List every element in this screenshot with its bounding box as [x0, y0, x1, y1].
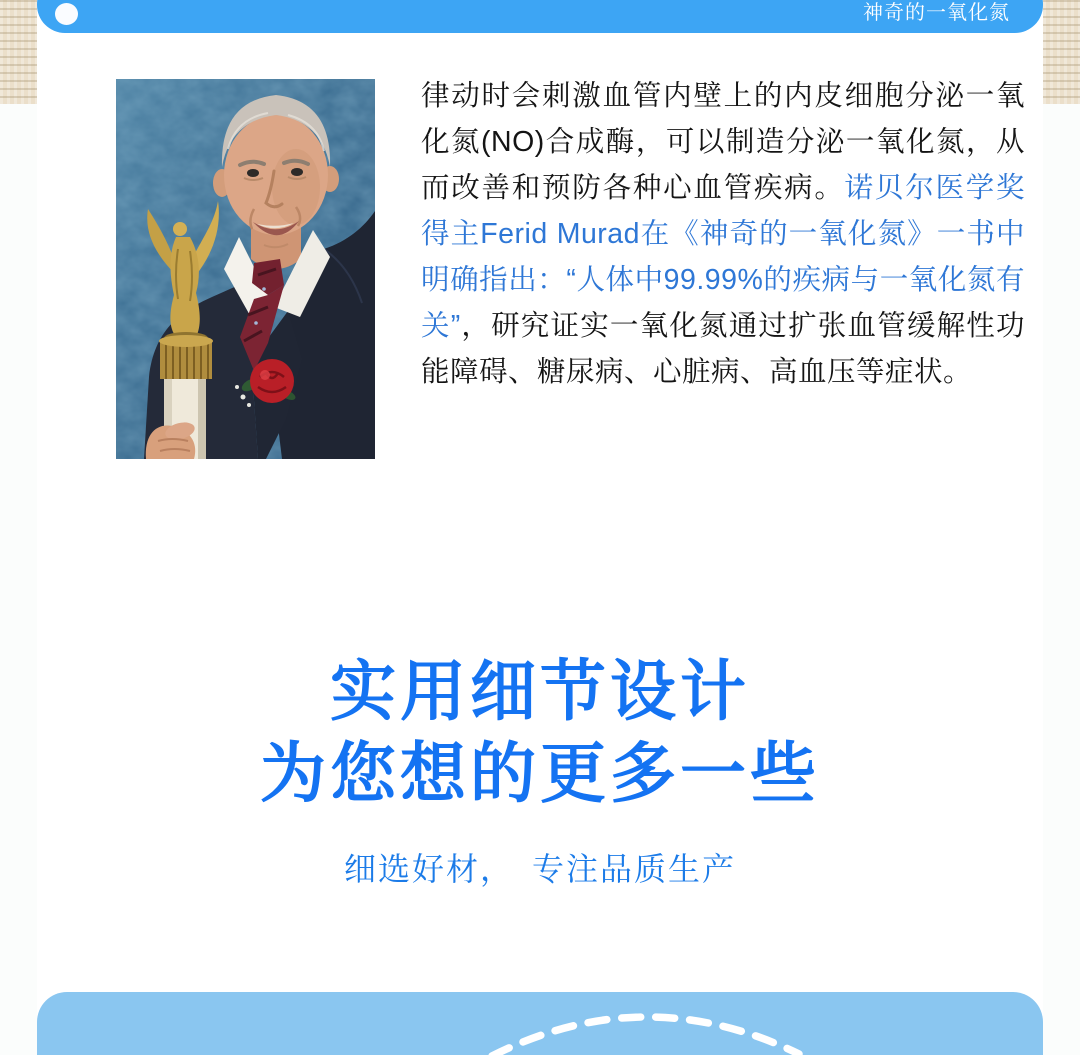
intro-text-segment: ，研究证实一氧化氮通过扩张血管缓解性功能障碍、糖尿病、心脏病、高血压等症状。	[421, 310, 1025, 388]
feature-heading	[37, 650, 1043, 814]
bottom-section	[37, 992, 1043, 1055]
dashed-arc-decoration	[37, 992, 1043, 1055]
feature-subtitle: 细选好材， 专注品质生产	[343, 851, 736, 887]
header-title: 神奇的一氧化氮	[863, 2, 1010, 24]
intro-paragraph	[421, 73, 1025, 395]
feature-heading-line2: 为您想的更多一些	[260, 736, 820, 810]
portrait-photo	[116, 79, 375, 459]
intro-text-segment: 律动时会刺激血管内壁上的内皮细胞分泌一氧化氮(NO)合成酶，可以制造分泌一氧化氮，从而改善和预防各种心血管疾病。	[421, 80, 1025, 204]
intro-text-emphasis: 诺贝尔医学奖得主Ferid Murad在《神奇的一氧化氮》一书中明确指出：“人体中99.99%的疾病与一氧化氮有关”	[421, 172, 1025, 342]
feature-heading-line1: 实用细节设计	[330, 654, 750, 728]
header-dot-icon	[55, 3, 78, 25]
page-header	[37, 0, 1043, 33]
